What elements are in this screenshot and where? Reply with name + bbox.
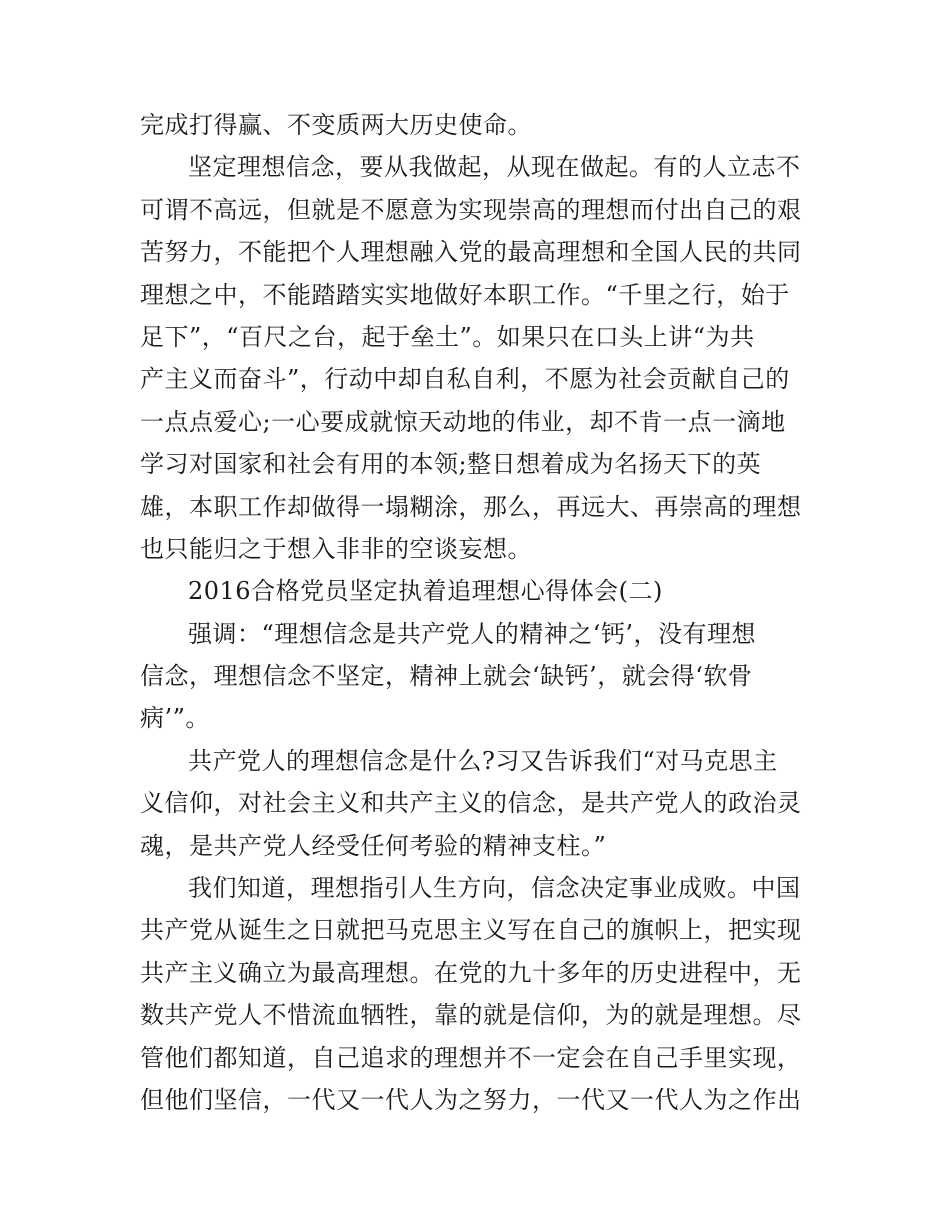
text-line: 义信仰，对社会主义和共产主义的信念，是共产党人的政治灵 [140, 789, 802, 818]
text-line: 一点点爱心;一心要成就惊天动地的伟业，却不肯一点一滴地 [140, 407, 786, 436]
text-line: 强调：“理想信念是共产党人的精神之‘钙’，没有理想 [188, 619, 757, 648]
text-line: 2016合格党员坚定执着追理想心得体会(二) [188, 577, 663, 606]
text-line: 病’”。 [140, 704, 210, 733]
text-line: 完成打得赢、不变质两大历史使命。 [140, 111, 532, 139]
text-line: 雄，本职工作却做得一塌糊涂，那么，再远大、再崇高的理想 [140, 492, 802, 521]
text-line: 魂，是共产党人经受任何考验的精神支柱。” [140, 831, 607, 860]
text-line: 苦努力，不能把个人理想融入党的最高理想和全国人民的共同 [140, 238, 802, 267]
text-line: 产主义而奋斗”，行动中却自私自利，不愿为社会贡献自己的 [140, 365, 790, 394]
text-line: 信念，理想信念不坚定，精神上就会‘缺钙’，就会得‘软骨 [140, 662, 753, 691]
text-line: 坚定理想信念，要从我做起，从现在做起。有的人立志不 [188, 153, 801, 182]
text-line: 足下”，“百尺之台，起于垒土”。如果只在口头上讲“为共 [140, 322, 755, 351]
text-line: 我们知道，理想指引人生方向，信念决定事业成败。中国 [188, 874, 801, 903]
text-line: 共产党人的理想信念是什么?习又告诉我们“对马克思主 [188, 746, 778, 775]
text-line: 共产主义确立为最高理想。在党的九十多年的历史进程中，无 [140, 958, 802, 987]
text-line: 可谓不高远，但就是不愿意为实现崇高的理想而付出自己的艰 [140, 195, 802, 224]
text-line: 共产党从诞生之日就把马克思主义写在自己的旗帜上，把实现 [140, 916, 802, 945]
text-line: 管他们都知道，自己追求的理想并不一定会在自己手里实现， [140, 1043, 802, 1072]
document-body [140, 104, 812, 1121]
text-line: 数共产党人不惜流血牺牲，靠的就是信仰，为的就是理想。尽 [140, 1001, 802, 1030]
text-line: 学习对国家和社会有用的本领;整日想着成为名扬天下的英 [140, 450, 762, 479]
text-line: 但他们坚信，一代又一代人为之努力，一代又一代人为之作出 [140, 1085, 802, 1114]
text-line: 理想之中，不能踏踏实实地做好本职工作。“千里之行，始于 [140, 280, 790, 309]
text-line: 也只能归之于想入非非的空谈妄想。 [140, 534, 532, 563]
